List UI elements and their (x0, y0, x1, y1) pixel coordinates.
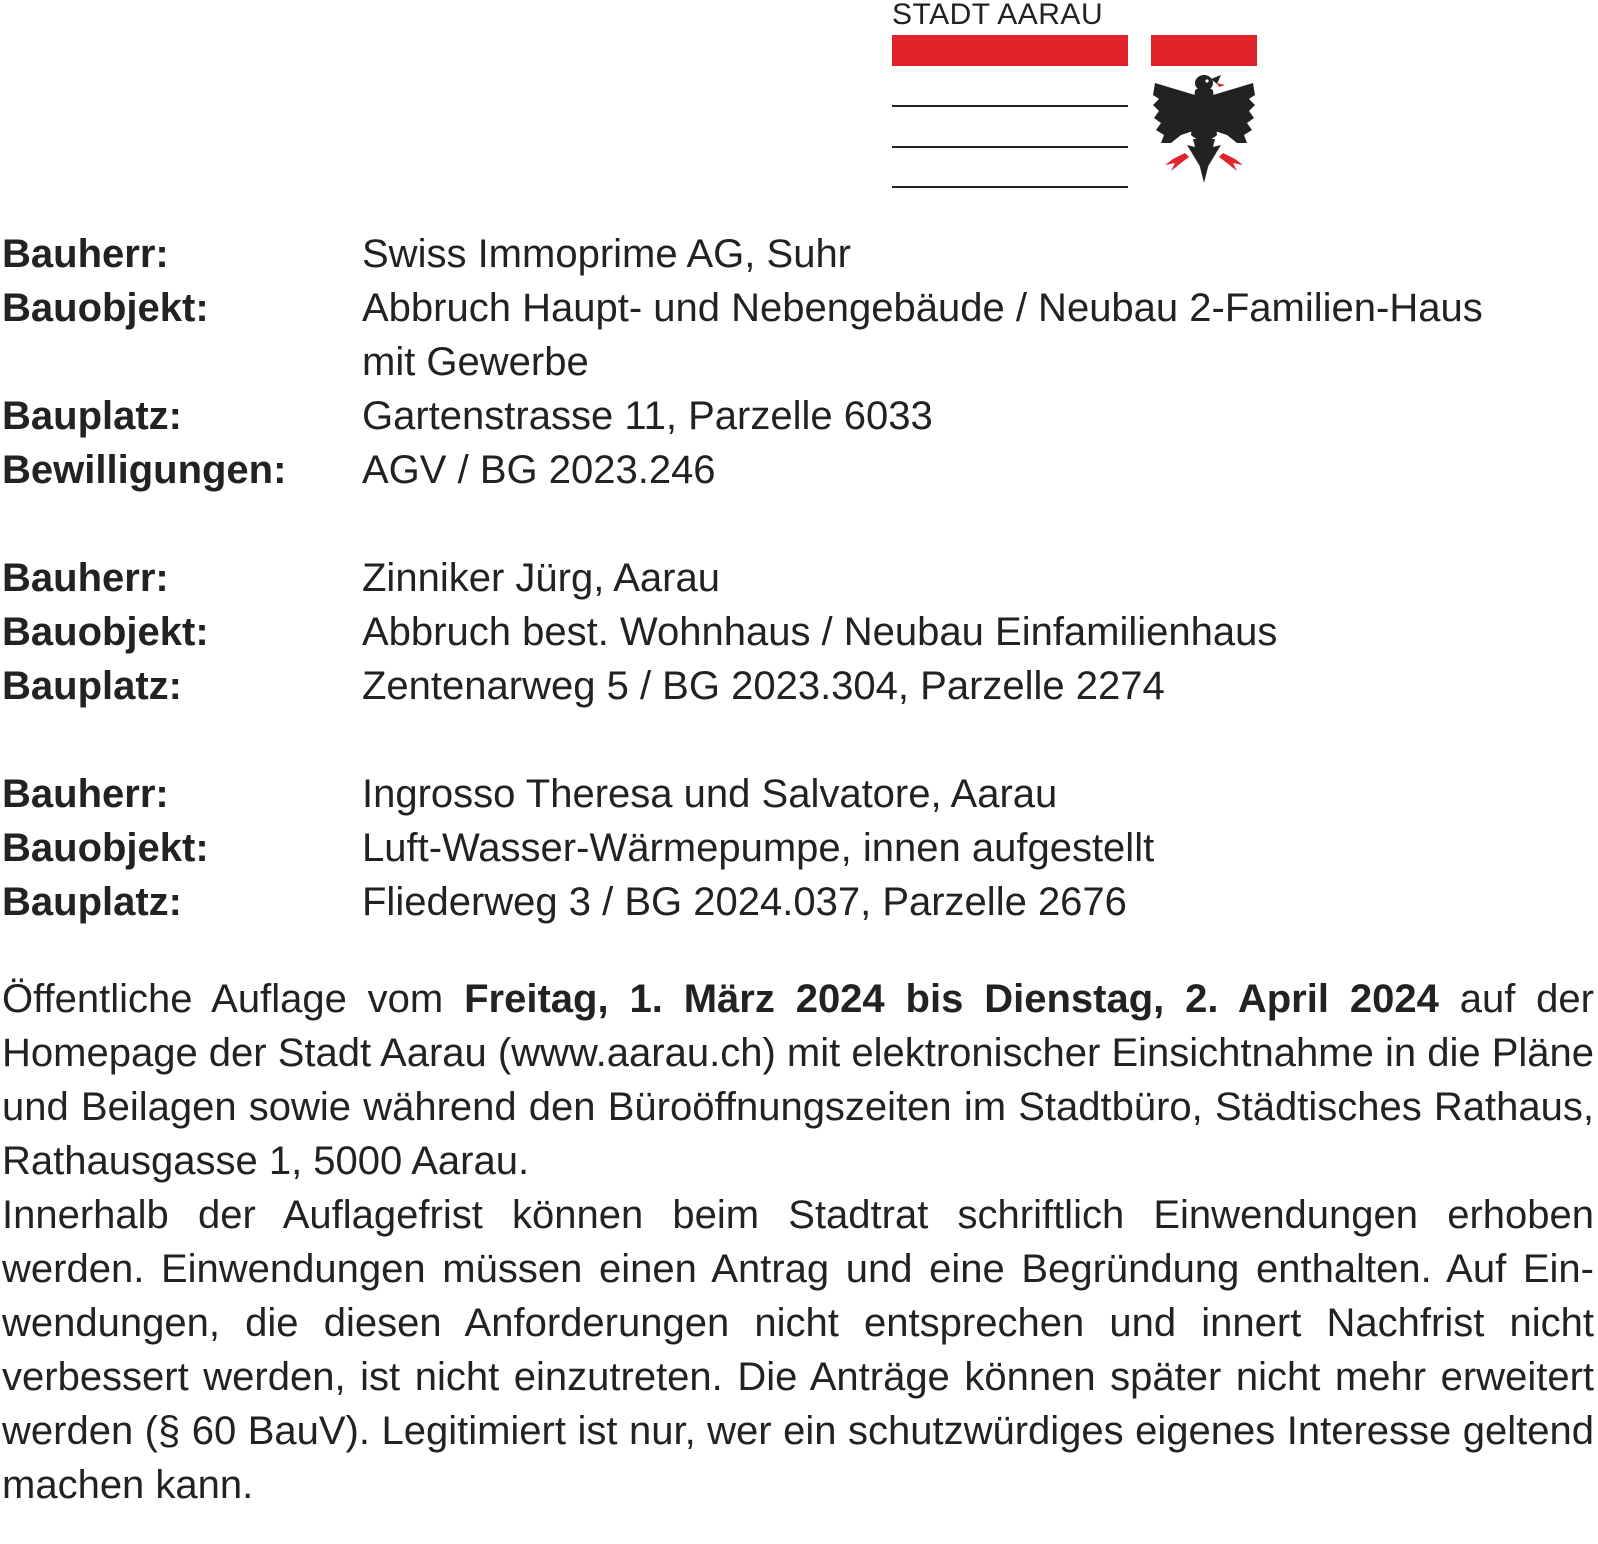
logo-line (892, 146, 1128, 148)
notice-dates: Freitag, 1. März 2024 bis Dienstag, 2. April 2024 (464, 977, 1439, 1021)
row-label: Bauobjekt: (2, 826, 209, 870)
entry-row (2, 227, 1592, 281)
row-label: Bauherr: (2, 772, 169, 816)
row-label: Bauherr: (2, 556, 169, 600)
logo-title: STADT AARAU (892, 0, 1104, 31)
row-label: Bauplatz: (2, 880, 182, 924)
entry-row (2, 389, 1592, 443)
public-notice (2, 972, 1594, 1512)
row-value-line: mit Gewerbe (362, 340, 589, 384)
row-value: Swiss Immoprime AG, Suhr (362, 232, 852, 276)
entry-row (2, 875, 1592, 929)
entry-row (2, 605, 1592, 659)
row-label: Bewilligungen: (2, 448, 287, 492)
entry-row (2, 443, 1592, 497)
row-value: Gartenstrasse 11, Parzelle 6033 (362, 394, 933, 438)
row-value: Zentenarweg 5 / BG 2023.304, Parzelle 2274 (362, 664, 1165, 708)
entry-row (2, 821, 1592, 875)
eagle-crest-icon (1151, 35, 1257, 185)
row-label: Bauobjekt: (2, 610, 209, 654)
row-value: Ingrosso Theresa und Salvatore, Aarau (362, 772, 1058, 816)
permit-entry (2, 551, 1592, 713)
stadt-aarau-logo (892, 0, 1272, 190)
permit-entry (2, 767, 1592, 929)
row-value: Luft-Wasser-Wärmepumpe, innen aufgestellt (362, 826, 1155, 870)
notice-paragraph (2, 972, 1594, 1188)
row-value: Abbruch best. Wohnhaus / Neubau Einfamilienhaus (362, 610, 1278, 654)
logo-red-bar (892, 35, 1128, 66)
row-value (362, 281, 1592, 389)
permit-entries (2, 227, 1592, 983)
entry-row (2, 281, 1592, 389)
permit-entry (2, 227, 1592, 497)
logo-line (892, 105, 1128, 107)
row-label: Bauherr: (2, 232, 169, 276)
row-label: Bauplatz: (2, 664, 182, 708)
row-value-line: Abbruch Haupt- und Nebengebäude / Neubau 2-Familien-Haus (362, 286, 1483, 330)
notice-paragraph: Innerhalb der Auflagefrist können beim Stadtrat schriftlich Einwendungen erhoben werden. Einwendungen müssen einen Antrag und eine Begründung enthalten. Auf Einwendungen, die diesen Anforderungen nicht entsprechen und innert Nachfrist nicht verbessert werden, ist nicht einzutreten. Die Anträge können später nicht mehr erweitert werden (§ 60 BauV). Legitimiert ist nur, wer ein schutzwürdiges eigenes Interesse geltend machen kann. (2, 1193, 1594, 1507)
notice-text: Öffentliche Auflage vom (2, 977, 465, 1021)
notice-text: auf der Homepage der Stadt Aarau (www.aarau.ch) mit elektronischer Einsichtnahme in die Pläne und Beilagen sowie während den Büroöffnungszeiten im Stadtbüro, Städtisches Rathaus, Rathausgasse 1, 5000 Aarau. (2, 977, 1594, 1183)
row-value: Fliederweg 3 / BG 2024.037, Parzelle 2676 (362, 880, 1127, 924)
row-label: Bauobjekt: (2, 286, 209, 330)
entry-row (2, 551, 1592, 605)
entry-row (2, 767, 1592, 821)
row-value: Zinniker Jürg, Aarau (362, 556, 720, 600)
entry-row (2, 659, 1592, 713)
logo-line (892, 186, 1128, 188)
row-value: AGV / BG 2023.246 (362, 448, 716, 492)
row-label: Bauplatz: (2, 394, 182, 438)
